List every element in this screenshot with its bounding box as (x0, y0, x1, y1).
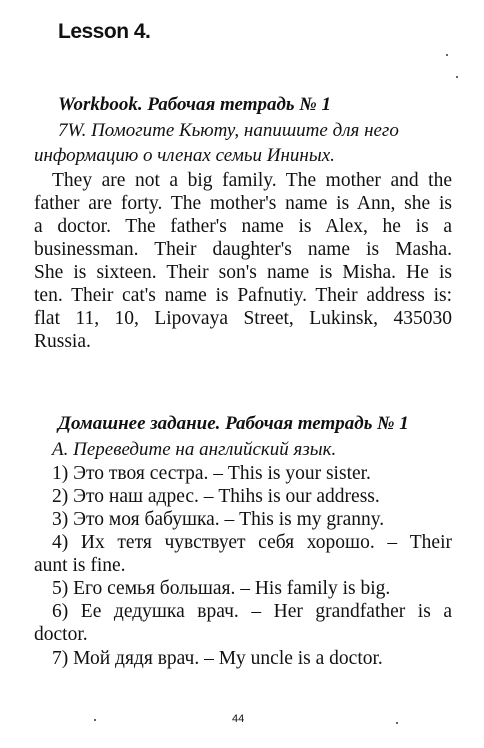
workbook-text-line: a doctor. The father's name is Alex, he is a (34, 216, 452, 237)
homework-line: 4) Их тетя чувствует себя хорошо. – Their (52, 532, 452, 553)
homework-line: 1) Это твоя сестра. – This is your sister. (52, 463, 371, 484)
workbook-heading: Workbook. Рабочая тетрадь № 1 (58, 94, 331, 115)
scan-speck (446, 54, 448, 56)
workbook-text-line: Russia. (34, 331, 91, 352)
homework-task: А. Переведите на английский язык. (52, 439, 337, 460)
scan-speck (94, 719, 96, 721)
homework-line: 2) Это наш адрес. – Thihs is our address. (52, 486, 380, 507)
workbook-text-line: She is sixteen. Their son's name is Misha. He is (34, 262, 452, 283)
workbook-text-line: businessman. Their daughter's name is Masha. (34, 239, 452, 260)
homework-line: 6) Ее дедушка врач. – Her grandfather is a (52, 601, 452, 622)
workbook-text-line: flat 11, 10, Lipovaya Street, Lukinsk, 435030 (34, 308, 452, 329)
workbook-task-line-2: информацию о членах семьи Ининых. (34, 145, 335, 166)
page-number: 44 (232, 713, 245, 725)
homework-line: 3) Это моя бабушка. – This is my granny. (52, 509, 385, 530)
lesson-title: Lesson 4. (58, 20, 151, 43)
homework-line: doctor. (34, 624, 88, 645)
workbook-text-line: father are forty. The mother's name is Ann, she is (34, 193, 452, 214)
homework-line: 7) Мой дядя врач. – My uncle is a doctor. (52, 648, 383, 669)
homework-line: 5) Его семья большая. – His family is big. (52, 578, 391, 599)
workbook-text-line: ten. Their cat's name is Pafnutiy. Their address is: (34, 285, 452, 306)
scan-speck (456, 76, 458, 78)
homework-line: aunt is fine. (34, 555, 126, 576)
workbook-text-line: They are not a big family. The mother and the (52, 170, 452, 191)
workbook-task-line-1: 7W. Помогите Кьюту, напишите для него (58, 120, 399, 141)
scan-speck (396, 722, 398, 724)
homework-heading: Домашнее задание. Рабочая тетрадь № 1 (58, 413, 409, 434)
